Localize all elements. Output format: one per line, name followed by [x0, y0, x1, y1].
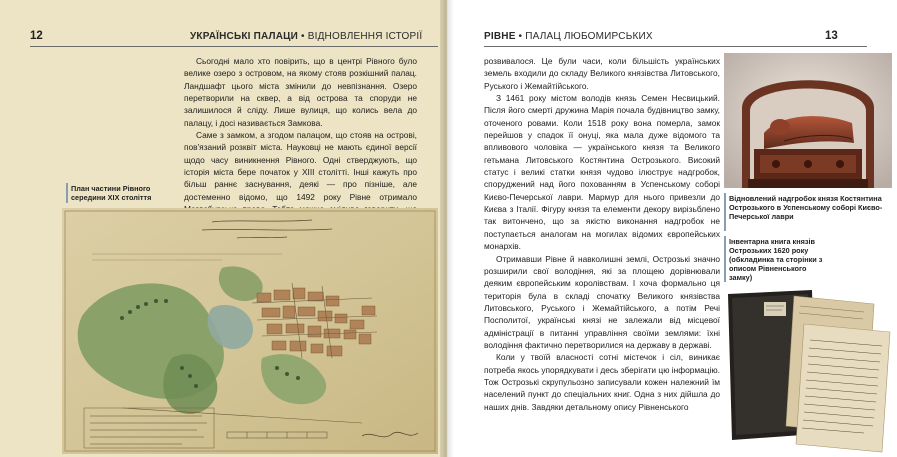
paragraph: Отримавши Рівне й навколишні землі, Острозькі значно розширили свої володіння, які за площею дорівнювали деяким європейським королівствам. І хоча формально ця територія була в складі спочатку Великого князівства Литовського, Руського і Жемайтійського, а потім Речі Посполитої, українські князі не залежали від місцевої адміністрації в питанні управління своїми землями: їхні володіння фактично перетворилися на державу в державі.	[484, 253, 720, 350]
inventory-book-photo-icon	[724, 284, 894, 455]
right-running-header	[484, 31, 653, 42]
paragraph: Сьогодні мало хто повірить, що в центрі Рівного було велике озеро з островом, на якому стояв розкішний палац. Ландшафт цього міста змінили до невпізнання. Озеро перетворили на сквер, а від острова та споруди не залишилося й сліду. Лише вулиця, що колись вела до палацу, і досі називається Замкова.	[184, 56, 417, 128]
left-header-bullet: •	[301, 31, 305, 42]
right-page-number: 13	[825, 30, 838, 42]
tomb-caption: Відновлений надгробок князя Костянтина Острозького в Успенському соборі Києво-Печерської лаври	[729, 194, 883, 221]
right-header-subsection: ПАЛАЦ ЛЮБОМИРСЬКИХ	[525, 31, 653, 42]
book-gutter	[440, 0, 454, 457]
left-header-section: УКРАЇНСЬКІ ПАЛАЦИ	[190, 31, 299, 42]
paragraph: Коли у твоїй власності сотні містечок і сіл, виникає потреба якось упорядкувати і десь зберігати цю інформацію. Тож Острозькі скрупульозно записували кожен належний їм населений пункт до спеціальних книг. Одна з них дійшла до наших днів. Завдяки детальному опису Рівненського	[484, 352, 720, 412]
paragraph: розвивалося. Це були часи, коли більшість українських земель входили до складу Великого князівства Литовського, Руського і Жемайтійського.	[484, 56, 720, 91]
paragraph: Саме з замком, а згодом палацом, що стояв на острові, пов'язаний розквіт міста. Науковці не мають єдиної версії щодо часу виникнення Рівного. Одні стверджують, що історія міста бере початок у XIII столітті. Інші кажуть про більш раннє заснування, деякі — про пізніше, але достеменно відомо, що 1492 року Рівне отримало	[184, 130, 417, 202]
right-page	[454, 0, 897, 457]
map-caption: План частини Рівного середини XIX століття	[71, 184, 152, 202]
tomb-caption-accent-bar	[724, 193, 726, 231]
right-header-section: РІВНЕ	[484, 31, 516, 42]
left-page	[0, 0, 442, 457]
left-page-number: 12	[30, 30, 43, 42]
paragraph: З 1461 року містом володів князь Семен Несвицький. Після його смерті дружина Марія почала будівництво замку, оточеного ровами. Коли 1518 року вона померла, замок перейшов у спадок її онуці, яка мала дуже відомого та впливового чоловіка — українського князя та Великого гетьмана Литовського Костянтина Острозького. Високий статус і великі статки князя чудово ілюструє надгробок, споруджений над його похованням в Успенському соборі Києво-Печерської лаври. Мармур для нього привезли до Києва з Італії. Фігуру князя та елементи декору вирізьблено так витончено, що за якістю виконання надгробок не поступається аналогам на могилах відомих європейських монархів.	[484, 93, 720, 252]
left-running-header	[190, 31, 422, 42]
right-header-rule	[484, 46, 867, 47]
ostrozky-tomb-photo-icon	[724, 53, 892, 188]
book-caption-accent-bar	[724, 236, 726, 282]
right-header-bullet: •	[518, 31, 523, 42]
old-map-of-rivne-icon	[62, 208, 438, 454]
left-header-subsection: ВІДНОВЛЕННЯ ІСТОРІЇ	[307, 31, 423, 42]
map-caption-accent-bar	[66, 183, 68, 203]
left-header-rule	[30, 46, 438, 47]
right-text-column	[484, 55, 720, 413]
left-text-column	[184, 55, 417, 228]
book-caption: Інвентарна книга князів Острозьких 1620 року (обкладинка та сторінки з описом Рівненського замку)	[729, 237, 823, 282]
